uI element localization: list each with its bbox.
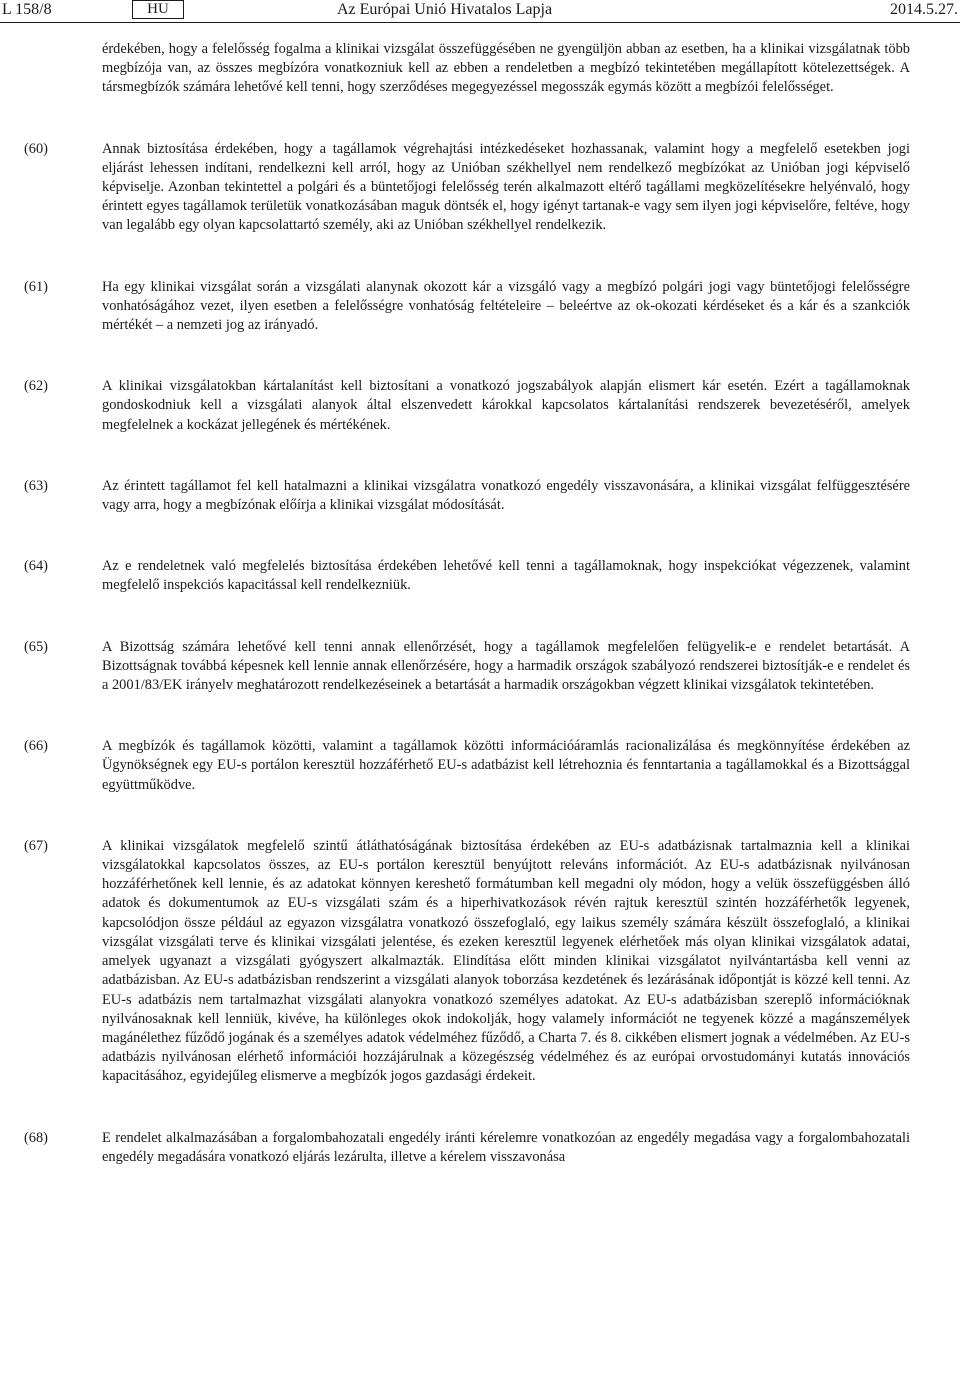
recital-number: (60) <box>24 140 48 157</box>
recital-62 <box>24 377 910 435</box>
recital-number: (63) <box>24 477 48 494</box>
recital-67 <box>24 837 910 1087</box>
recital-65 <box>24 638 910 696</box>
continued-paragraph: érdekében, hogy a felelősség fogalma a klinikai vizsgálat összefüggésében ne gyengüljön abban az esetben, ha a klinikai vizsgálatnak több megbízója van, az összes megbízóra vonatkozniuk kell az ebben a rendeletben a megbízó tekintetében megállapított kötelezettségek. A társmegbízók számára lehetővé kell tenni, hogy szerződéses megegyezéssel megosszák egymás között a megbízói felelősséget. <box>102 41 910 96</box>
recital-number: (62) <box>24 378 48 395</box>
recital-63 <box>24 477 910 515</box>
recital-number: (61) <box>24 278 48 295</box>
recital-text: Az érintett tagállamot fel kell hatalmazni a klinikai vizsgálatra vonatkozó engedély visszavonására, a klinikai vizsgálat felfüggesztésére vagy arra, hogy a megbízónak előírja a klinikai vizsgálat módosítását. <box>102 477 910 514</box>
recital-text: A megbízók és tagállamok közötti, valamint a tagállamok közötti információáramlás racionalizálása és megkönnyítése érdekében az Ügynökségnek egy EU-s portálon keresztül hozzáférhető EU-s adatbázist kell létrehoznia és fenntartania a tagállamokkal és a Bizottsággal együttműködve. <box>102 738 910 793</box>
document-body <box>0 40 960 1167</box>
recital-text: Annak biztosítása érdekében, hogy a tagállamok végrehajtási intézkedéseket hozhassanak, valamint hogy a megfelelő esetekben jogi eljárást lehessen indítani, rendelkezni kell arról, hogy az Unióban székhellyel nem rendelkező megbízókat az Unióban jogi képviselő képviselje. Azonban tekintettel a polgári és a büntetőjogi felelősség terén alkalmazott eltérő tagállami megközelítésekre helyénvaló, hogy érintett egyes tagállamok területük vonatkozásában maguk döntsék el, hogy igényt tartanak-e vagy sem ilyen jogi képviselőre, feltéve, hogy van legalább egy olyan kapcsolattartó személy, aki az Unióban székhellyel rendelkezik. <box>102 140 910 234</box>
recital-61 <box>24 278 910 336</box>
recital-text: Ha egy klinikai vizsgálat során a vizsgálati alanynak okozott kár a vizsgáló vagy a megbízó polgári jogi vagy büntetőjogi felelősségre vonhatóságához vezet, ilyen esetben a felelősségre vonhatóság feltételeire – beleértve az ok-okozati kérdéseket és a kár és a szankciók mértékét – a nemzeti jog az irányadó. <box>102 278 910 334</box>
recital-number: (67) <box>24 837 48 854</box>
recital-64 <box>24 557 910 595</box>
recital-number: (68) <box>24 1129 48 1146</box>
header-rule <box>0 22 960 23</box>
recital-number: (65) <box>24 638 48 655</box>
recital-text: A Bizottság számára lehetővé kell tenni annak ellenőrzését, hogy a tagállamok megfelelően felügyelik-e e rendelet betartását. A Bizottságnak továbbá képesnek kell lennie annak ellenőrzésére, hogy a harmadik országok szabályozó rendszerei biztosítják-e e rendelet és a 2001/83/EK irányelv meghatározott rendelkezéseinek a betartását a harmadik országokban végzett klinikai vizsgálatok tekintetében. <box>102 638 910 694</box>
recital-number: (66) <box>24 738 48 755</box>
page-reference: L 158/8 <box>2 1 52 18</box>
recital-text: A klinikai vizsgálatokban kártalanítást kell biztosítani a vonatkozó jogszabályok alapján elismert kár esetén. Ezért a tagállamoknak gondoskodniuk kell a vizsgálati alanyok által elszenvedett károkkal kapcsolatos kártalanítási rendszerek bevezetéséről, amelyek megfelelnek a kockázat jellegének és mértékének. <box>102 378 910 433</box>
recital-number: (64) <box>24 558 48 575</box>
recital-text: A klinikai vizsgálatok megfelelő szintű átláthatóságának biztosítása érdekében az EU-s adatbázisnak tartalmaznia kell a klinikai vizsgálatokkal kapcsolatos összes, az EU-s portálon keresztül benyújtott releváns információt. Az EU-s adatbázisnak nyilvánosan hozzáférhetőnek kell lennie, és az adatokat könnyen kereshető formátumban kell megadni oly módon, hogy a velük összefüggésben álló adatok és dokumentumok az EU-s vizsgálati szám és a hiperhivatkozások révén rajtuk keresztül szintén hozzáférhetők legyenek, kapcsolódjon össze például az egyazon vizsgálatra vonatkozó összefoglaló, egy laikus személy számára készült összefoglaló, a klinikai vizsgálat vizsgálati terve és klinikai vizsgálati jelentése, és ezeken keresztül legyenek elérhetőek más olyan klinikai vizsgálatok adatai, amelyek ugyanazt a vizsgálati gyógyszert alkalmazták. Elindítása előtt minden klinikai vizsgálatot nyilvántartásba kell venni az adatbázisban. Az EU-s adatbázisban rendszerint a vizsgálati alanyok toborzása kezdetének és lezárásának időpontját is közzé kell tenni. Az EU-s adatbázis nem tartalmazhat vizsgálati alanyokra vonatkozó személyes adatokat. Az EU-s adatbázisban szereplő információknak nyilvánosaknak kell lenniük, kivéve, ha különleges okok indokolják, hogy valamely információt ne tegyenek közzé a magánszemélyek magánélethez fűződő jogának és a személyes adatok védelméhez fűződő, a Charta 7. és 8. cikkében elismert jognak a védelmében. Az EU-s adatbázis nyilvánosan elérhető információi hozzájárulnak a közegészség védelméhez és az európai orvostudományi kutatás innovációs kapacitásához, egyidejűleg elismerve a megbízók jogos gazdasági érdekeit. <box>102 837 910 1085</box>
page-header <box>0 0 960 22</box>
recital-66 <box>24 737 910 795</box>
publication-date: 2014.5.27. <box>890 1 958 18</box>
language-code-box: HU <box>132 0 184 19</box>
recital-text: E rendelet alkalmazásában a forgalombahozatali engedély iránti kérelemre vonatkozóan az engedély megadása vagy a forgalombahozatali engedély megadására vonatkozó eljárás lezárulta, illetve a kérelem visszavonása <box>102 1129 910 1165</box>
recital-68 <box>24 1129 910 1167</box>
journal-title: Az Európai Unió Hivatalos Lapja <box>337 1 553 18</box>
recital-text: Az e rendeletnek való megfelelés biztosítása érdekében lehetővé kell tenni a tagállamoknak, hogy inspekciókat végezzenek, valamint megfelelő inspekciós kapacitással kell rendelkezniük. <box>102 558 910 594</box>
recital-60 <box>24 140 910 236</box>
